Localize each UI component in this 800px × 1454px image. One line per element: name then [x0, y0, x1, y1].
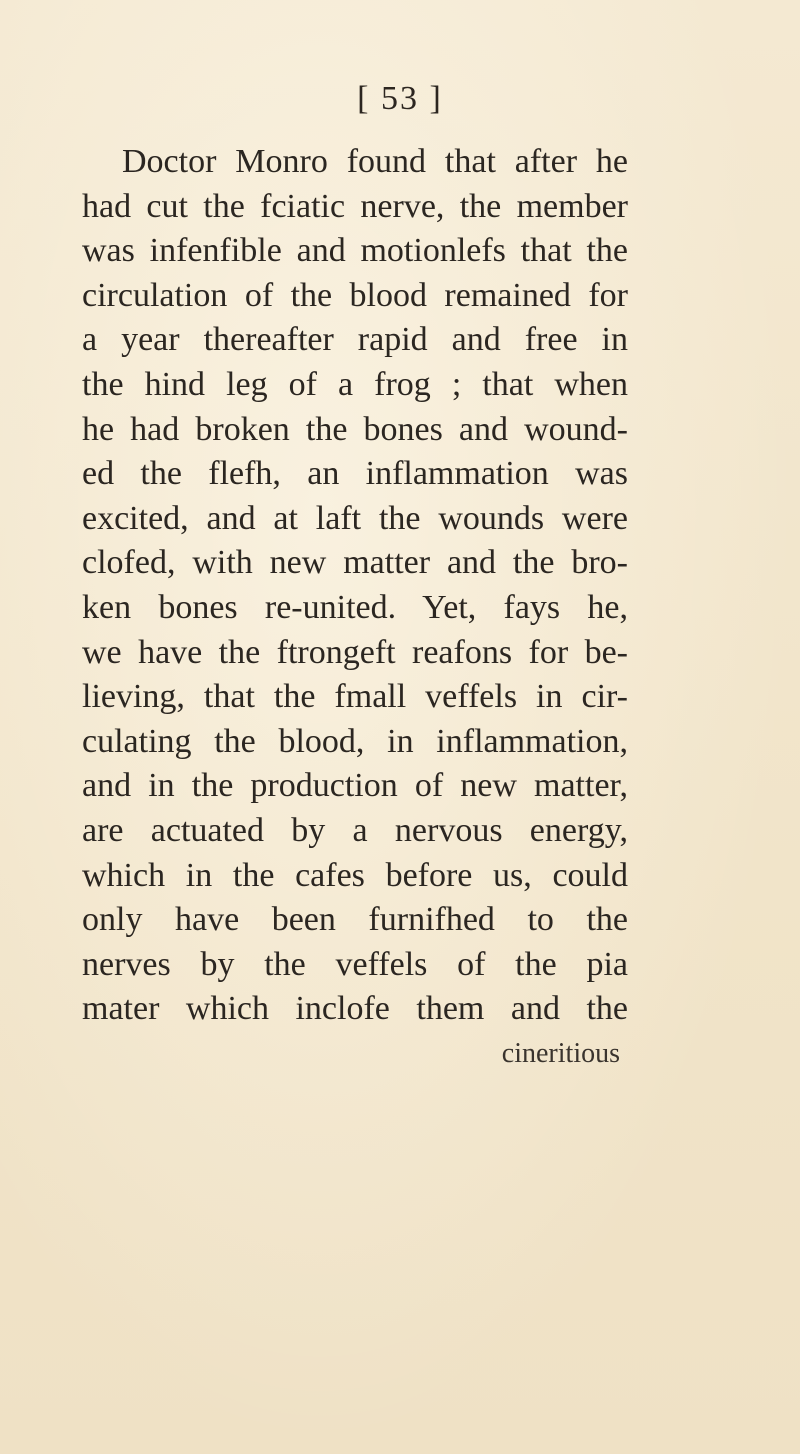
- text-line: culating the blood, in inflammation,: [82, 722, 628, 760]
- text-line: we have the ftrongeft reafons for be-: [82, 633, 628, 671]
- text-line: was infenfible and motionlefs that the: [82, 232, 628, 270]
- text-line: Doctor Monro found that after he: [122, 143, 628, 180]
- body-text: [82, 140, 628, 1076]
- text-line: clofed, with new matter and the bro-: [82, 544, 628, 582]
- text-line: a year thereafter rapid and free in: [82, 321, 628, 359]
- text-line: lieving, that the fmall veffels in cir-: [82, 678, 628, 716]
- page-number: [ 53 ]: [357, 80, 443, 117]
- text-line: are actuated by a nervous energy,: [82, 811, 628, 849]
- text-line: and in the production of new matter,: [82, 767, 628, 805]
- text-line: only have been furnifhed to the: [82, 901, 628, 939]
- text-line: excited, and at laft the wounds were: [82, 499, 628, 537]
- text-line: he had broken the bones and wound-: [82, 410, 628, 448]
- text-line: ken bones re-united. Yet, fays he,: [82, 588, 628, 626]
- text-line: the hind leg of a frog ; that when: [82, 365, 628, 403]
- text-line: ed the flefh, an inflammation was: [82, 455, 628, 493]
- text-line: nerves by the veffels of the pia: [82, 945, 628, 983]
- catchword: cineritious: [501, 1037, 620, 1069]
- text-line: which in the cafes before us, could: [82, 856, 628, 894]
- text-line: mater which inclofe them and the: [82, 990, 628, 1028]
- text-line: had cut the fciatic nerve, the member: [82, 187, 628, 225]
- text-line: circulation of the blood remained for: [82, 276, 628, 314]
